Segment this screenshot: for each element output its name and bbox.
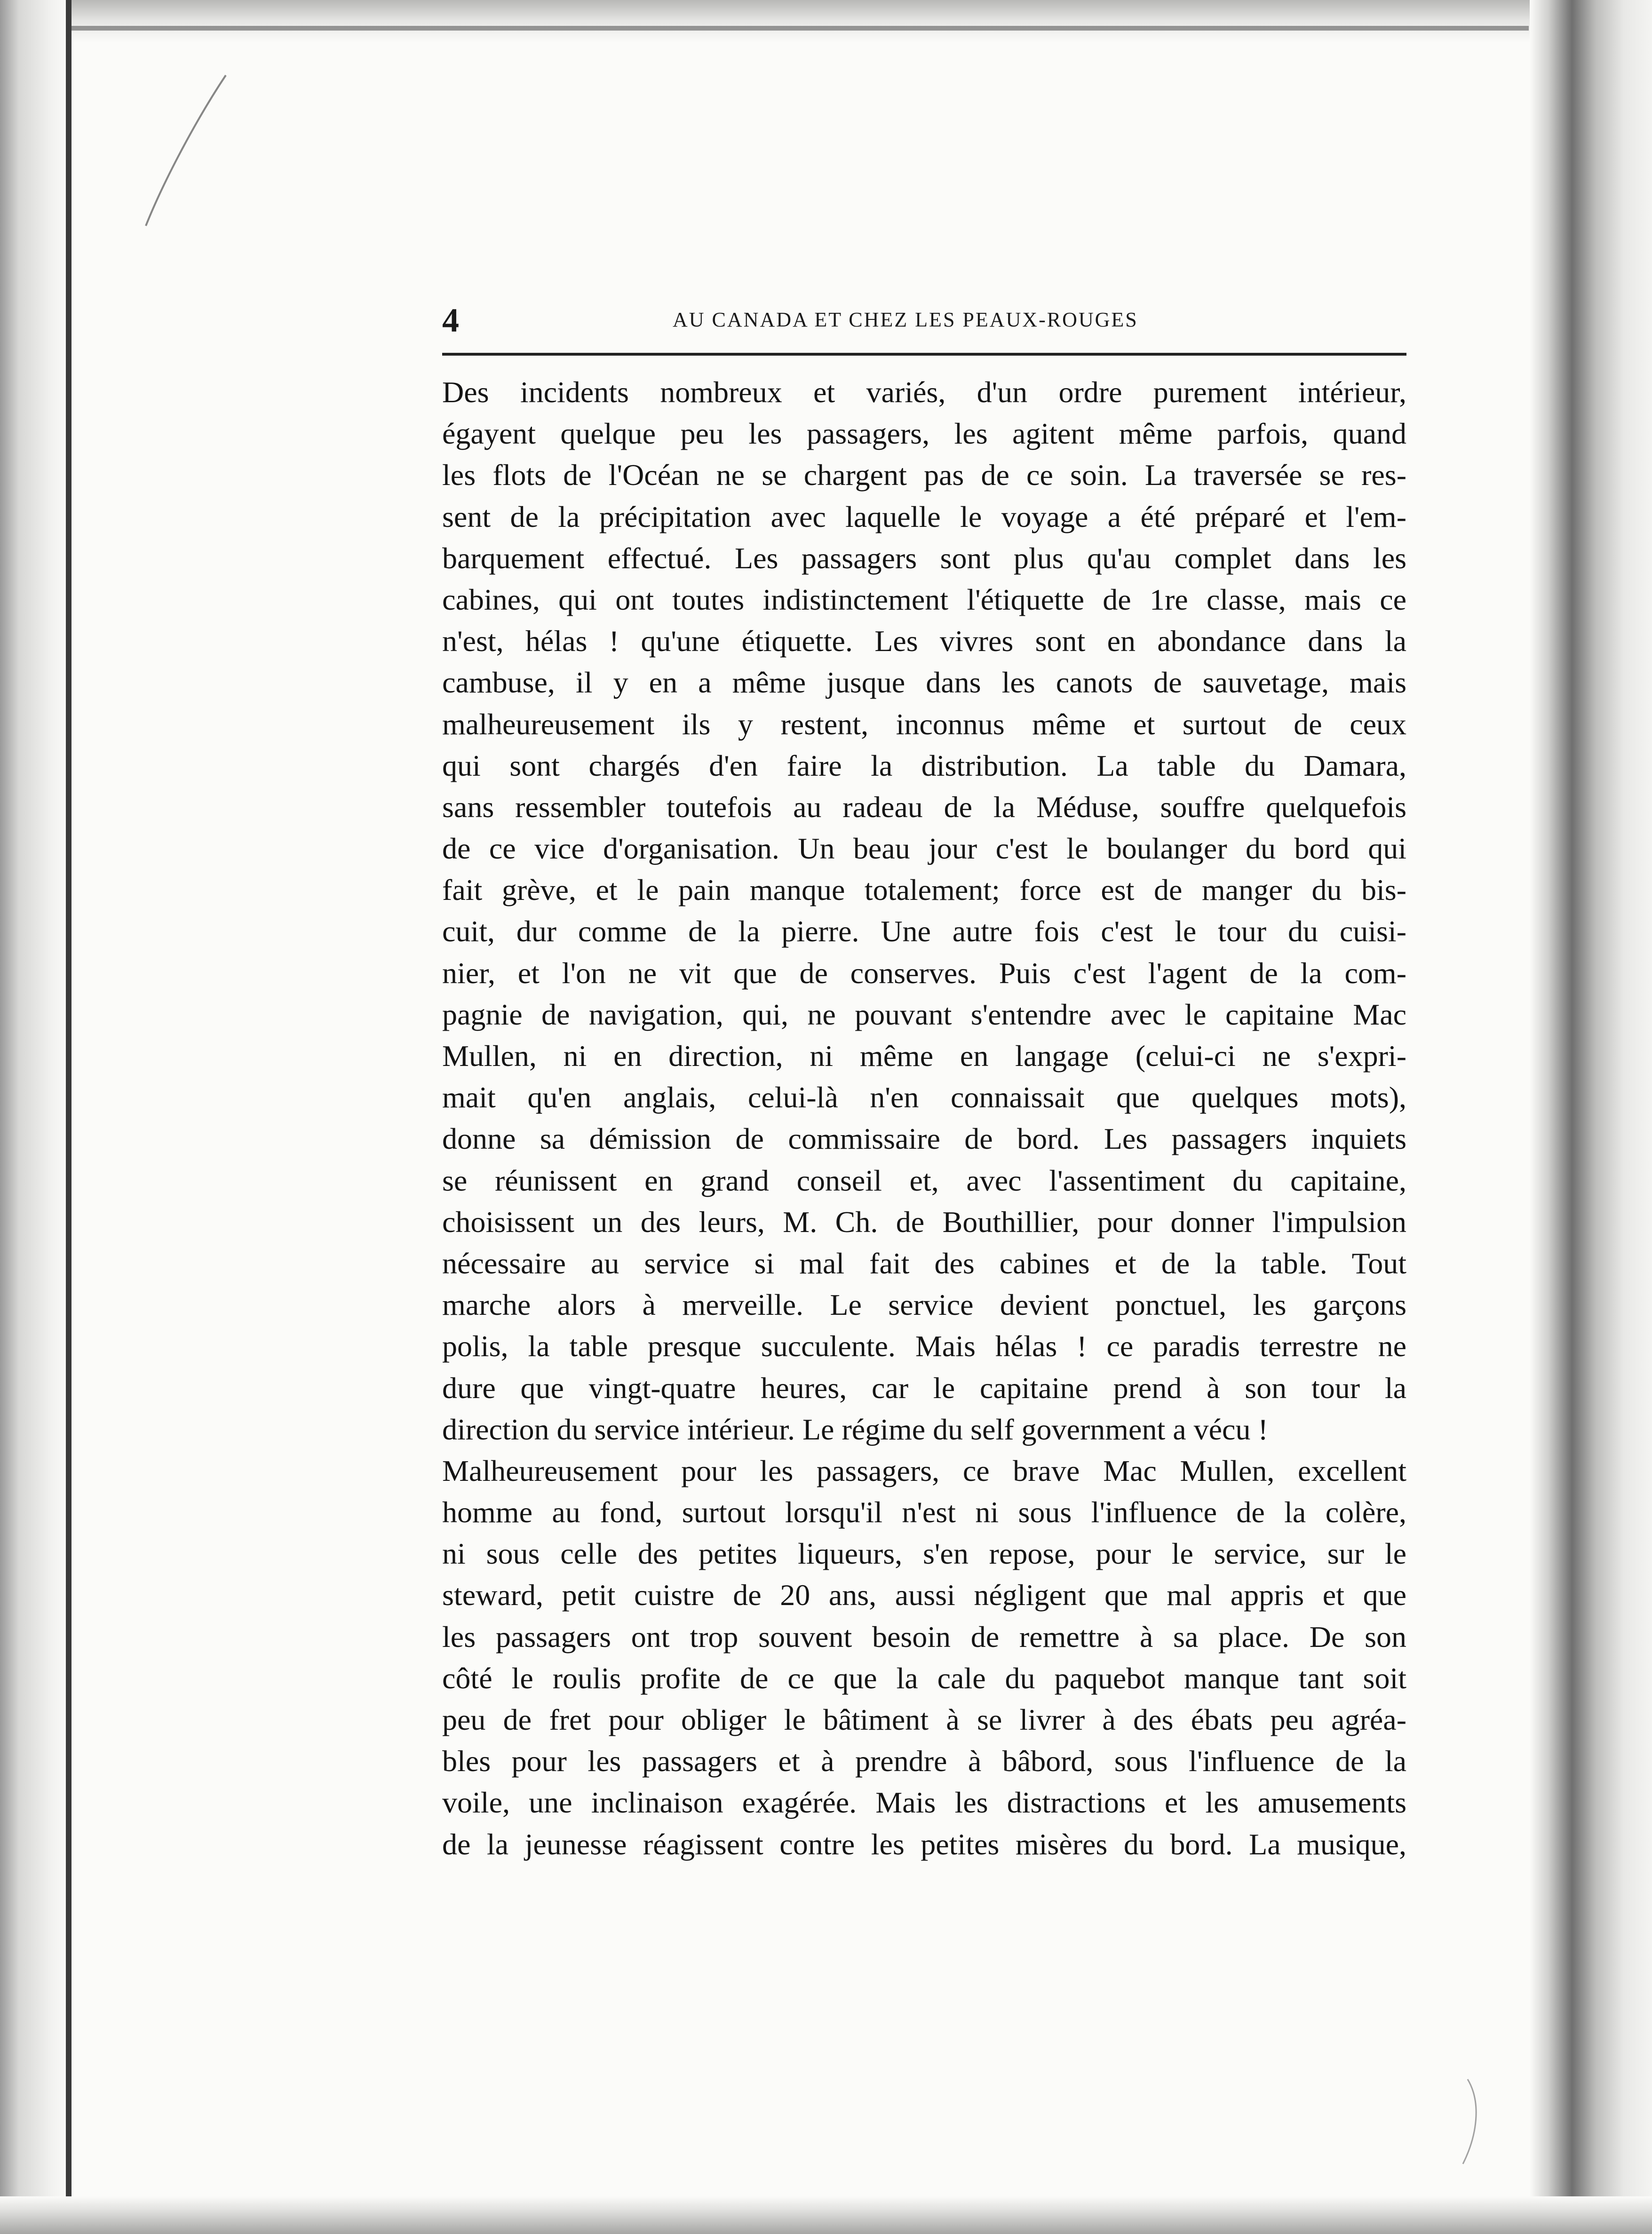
text-line: pagnie de navigation, qui, ne pouvant s'entendre avec le capitaine Mac <box>442 997 1406 1031</box>
text-line: Des incidents nombreux et variés, d'un ordre purement intérieur, <box>442 375 1406 409</box>
text-line: fait grève, et le pain manque totalement; force est de manger du bis- <box>442 873 1406 907</box>
text-line: donne sa démission de commissaire de bord. Les passagers inquiets <box>442 1122 1406 1156</box>
text-line: polis, la table presque succulente. Mais hélas ! ce paradis terrestre ne <box>442 1329 1406 1363</box>
text-line: égayent quelque peu les passagers, les agitent même parfois, quand <box>442 417 1406 451</box>
text-line: direction du service intérieur. Le régime du self government a vécu ! <box>442 1412 1268 1446</box>
text-line: les passagers ont trop souvent besoin de remettre à sa place. De son <box>442 1620 1406 1654</box>
text-line: dure que vingt-quatre heures, car le capitaine prend à son tour la <box>442 1371 1406 1405</box>
text-line: choisissent un des leurs, M. Ch. de Bouthillier, pour donner l'impulsion <box>442 1205 1406 1239</box>
running-head-title: AU CANADA ET CHEZ LES PEAUX-ROUGES <box>673 308 1138 331</box>
text-line: de la jeunesse réagissent contre les petites misères du bord. La musique, <box>442 1827 1406 1861</box>
text-line: qui sont chargés d'en faire la distribution. La table du Damara, <box>442 748 1406 782</box>
text-line: peu de fret pour obliger le bâtiment à se livrer à des ébats peu agréa- <box>442 1703 1406 1736</box>
text-line: nécessaire au service si mal fait des cabines et de la table. Tout <box>442 1246 1406 1280</box>
text-line: cambuse, il y en a même jusque dans les canots de sauvetage, mais <box>442 666 1406 700</box>
running-head-rule <box>442 353 1406 356</box>
text-line: Mullen, ni en direction, ni même en langage (celui-ci ne s'expri- <box>442 1039 1406 1073</box>
text-line: malheureusement ils y restent, inconnus même et surtout de ceux <box>442 707 1406 741</box>
text-line: ni sous celle des petites liqueurs, s'en repose, pour le service, sur le <box>442 1537 1406 1571</box>
text-line: les flots de l'Océan ne se chargent pas de ce soin. La traversée se res- <box>442 458 1406 492</box>
text-line: bles pour les passagers et à prendre à bâbord, sous l'influence de la <box>442 1744 1406 1778</box>
text-line: homme au fond, surtout lorsqu'il n'est ni sous l'influence de la colère, <box>442 1495 1406 1529</box>
text-line: se réunissent en grand conseil et, avec l'assentiment du capitaine, <box>442 1163 1406 1197</box>
text-line: steward, petit cuistre de 20 ans, aussi négligent que mal appris et que <box>442 1578 1406 1612</box>
text-line: marche alors à merveille. Le service devient ponctuel, les garçons <box>442 1288 1406 1322</box>
text-line: mait qu'en anglais, celui-là n'en connaissait que quelques mots), <box>442 1081 1406 1114</box>
body-text <box>442 372 1406 1865</box>
text-line: cuit, dur comme de la pierre. Une autre fois c'est le tour du cuisi- <box>442 914 1406 948</box>
running-head <box>442 301 1406 343</box>
text-line: côté le roulis profite de ce que la cale du paquebot manque tant soit <box>442 1661 1406 1695</box>
text-line: n'est, hélas ! qu'une étiquette. Les vivres sont en abondance dans la <box>442 624 1406 658</box>
text-line: nier, et l'on ne vit que de conserves. Puis c'est l'agent de la com- <box>442 956 1406 990</box>
text-line: sans ressembler toutefois au radeau de la Méduse, souffre quelquefois <box>442 790 1406 824</box>
text-line: barquement effectué. Les passagers sont plus qu'au complet dans les <box>442 541 1406 575</box>
text-line: de ce vice d'organisation. Un beau jour c'est le boulanger du bord qui <box>442 832 1406 866</box>
text-line: sent de la précipitation avec laquelle le voyage a été préparé et l'em- <box>442 500 1406 533</box>
text-line: voile, une inclinaison exagérée. Mais les distractions et les amusements <box>442 1786 1406 1820</box>
text-line: cabines, qui ont toutes indistinctement l'étiquette de 1re classe, mais ce <box>442 582 1406 616</box>
text-line: Malheureusement pour les passagers, ce brave Mac Mullen, excellent <box>442 1454 1406 1487</box>
page-number: 4 <box>442 302 459 339</box>
